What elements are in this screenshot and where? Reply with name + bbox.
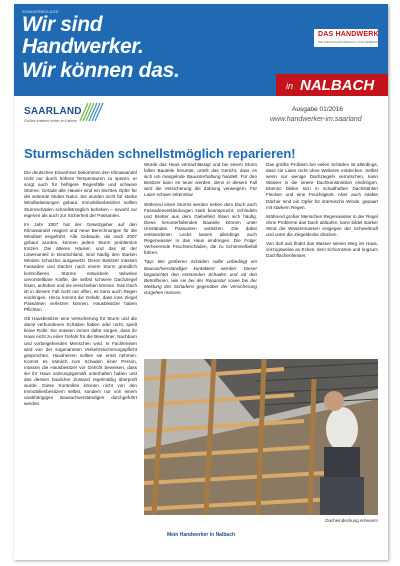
headline-line-3: Wir können das. <box>22 59 180 82</box>
handwerk-logo <box>314 29 381 47</box>
saarland-name: SAARLAND <box>24 106 82 117</box>
issue-number: Ausgabe 01/2016 <box>292 106 343 113</box>
paragraph: Die deutschen Einwohner bekommen den Klimawandel nicht nur durch höhere Temperaturen zu spüren, er sorgt auch für heftigere Regenfälle und schwere Stürme. Gerade alte Häuser sind ein leichtes Opfer für die wütende Mutter Natur. Sie wurden nicht für starke Windbelastungen gebaut. Immobilienbesitzer sollten Sturmschäden schnellstmöglich beheben – sowohl zur eigenen als auch zur Sicherheit der Passanten. <box>24 170 137 218</box>
website-link[interactable]: www.handwerker-im.saarland <box>270 116 362 123</box>
paragraph: Während großer Menschen Regenwasser in der Regel ohne Probleme das Dach ablaufen, kann bildet starker Wind die Wassermassen entgegen der Schwerkraft und unter die Ziegeldecke drücken. <box>266 213 378 238</box>
newsletter-page <box>14 4 388 560</box>
paragraph: Von dort aus findet das Wasser seinen Weg ins Haus, vorzugsweise an Ecken, dem Schornstein und ringsum Dachflächenfenster. <box>266 241 378 259</box>
logo-subtitle: DIE WIRTSCHAFTSMACHT. VON NEBENAN. <box>318 40 381 44</box>
paragraph: Das größte Problem bei vielen Schäden ist allerdings, dass sie Laien nicht ohne Weiteres entdecken. Selbst wenn nur wenige Dachziegeln verrutschen, kann Wasser in die innere Dachkonstruktion eindringen. Ebenso bilden sich in schadhaften Dachstühlen Flecken und eine Feuchtigkeit. Aber auch intakte Dächer sind ein Opfer für stürmische Winde, gepaart mit starkem Regen. <box>266 162 378 210</box>
headline-line-1: Wir sind <box>22 13 103 36</box>
logo-title: DAS HANDWERK <box>318 31 379 38</box>
paragraph: Wurde das Haus vernachlässigt und bei einem Sturm fallen Bauteile herunter, urteilt das Gericht, dass es sich um mangelnde Bauunterhaltung handelt. Für den Besitzer kann es teuer werden, denn in diesem Fall wird die Versicherung die Zahlung verweigern. Für Laien schwer erkennbar <box>144 162 257 198</box>
article-column-2 <box>144 162 257 299</box>
page-footer: Mein Handwerker in Nalbach <box>166 532 236 538</box>
article-column-1 <box>24 170 137 411</box>
banner-kicker: SONDERBEILAGE <box>22 9 59 14</box>
header-banner <box>14 4 388 96</box>
roofer-photo <box>144 359 378 515</box>
paragraph: Im Jahr 2007 hat der Gesetzgeber auf den Klimawandel reagiert und neue Berechnungen für die Windlast eingeführt. Alle Gebäude, die nach 2007 gebaut wurden, können jedem Sturm problemlos trotzen. Die älteren Häuser, und das ist der Löwenanteil in Deutschland, sind häufig den starken Winden schutzlos ausgesetzt. Deren Besitzer müssen Fassaden und Dächer nach einem Sturm gründlich kontrollieren. Stürme entwickeln teilweise unvorstellbare Kräfte, die selbst schwere Dachziegel lösen, anheben und sie verschieben können. Das Dach ist in diesem Fall nicht nur offen, es kann auch Regen eindringen. Hinzu kommt die Gefahr, dass lose Ziegel Passanten verletzen können. Hausbesitzer haben Pflichten <box>24 221 137 313</box>
tip-paragraph: Tipp: Bei größeren Schäden sollte unbedingt ein Bausachverständiger kontaktiert werden. Dieser begutachtet den entstanden Schaden und rät den Betroffenen, wie sie bei der Reparatur sowie bei der Meldung des Schadens gegenüber der Versicherung vorgehen müssen. <box>144 259 257 295</box>
location-name: NALBACH <box>300 77 375 94</box>
article-column-3 <box>266 162 378 262</box>
photo-caption: Dacheindeckung erneuern <box>325 518 378 523</box>
saarland-brand <box>24 106 82 123</box>
saarland-slogan: Großes entsteht immer im Kleinen. <box>24 119 79 123</box>
paragraph: Ob Hausbesitzer eine Versicherung für Sturm und die damit verbundenen Schäden haben oder nicht, spielt keine Rolle. Sie müssen immer dafür sorgen, dass ihr Haus nicht zu einer Gefahr für die Bewohner, Nachbarn und vorbeigehenden Menschen wird. In Fachkreisen wird von der sogenannten Verkehrssicherungspflicht gesprochen. Hausherren sollten sie ernst nehmen. Kommt es nämlich zum Schaden einer Person, müssen die Hausbesitzer vor Gericht beweisen, dass sie ihr Haus ordnungsgemäß unterhalten haben und das dessen baulicher Zustand regelmäßig überprüft wurde. Diese Kontrollen können nicht von den Immobilienbesitzern selbst, sondern nur von einem unabhängigen Bausachverständigen durchgeführt werden. <box>24 316 137 407</box>
article-title: Sturmschäden schnellstmöglich reparieren! <box>24 146 296 161</box>
paragraph: Während eines Sturms werden neben dem Dach auch Fassadenverkleidungen stark beansprucht. Schindeln und Bretter aus dem Giebelfeld lösen sich häufig. Diese herunterfallenden Bauteile können unter Umständen Passanten verletzen. Die dabei entstandenen Lecks lassen allerdings auch Regenwasser in das Haus eindringen. Die Folge: Verheerende Feuchteschäden, die zu Schimmelbefall führen. <box>144 201 257 256</box>
location-tag <box>276 74 388 96</box>
location-prefix: in <box>286 81 294 91</box>
headline-line-2: Handwerker. <box>22 35 144 58</box>
saarland-mark-icon <box>78 99 106 125</box>
